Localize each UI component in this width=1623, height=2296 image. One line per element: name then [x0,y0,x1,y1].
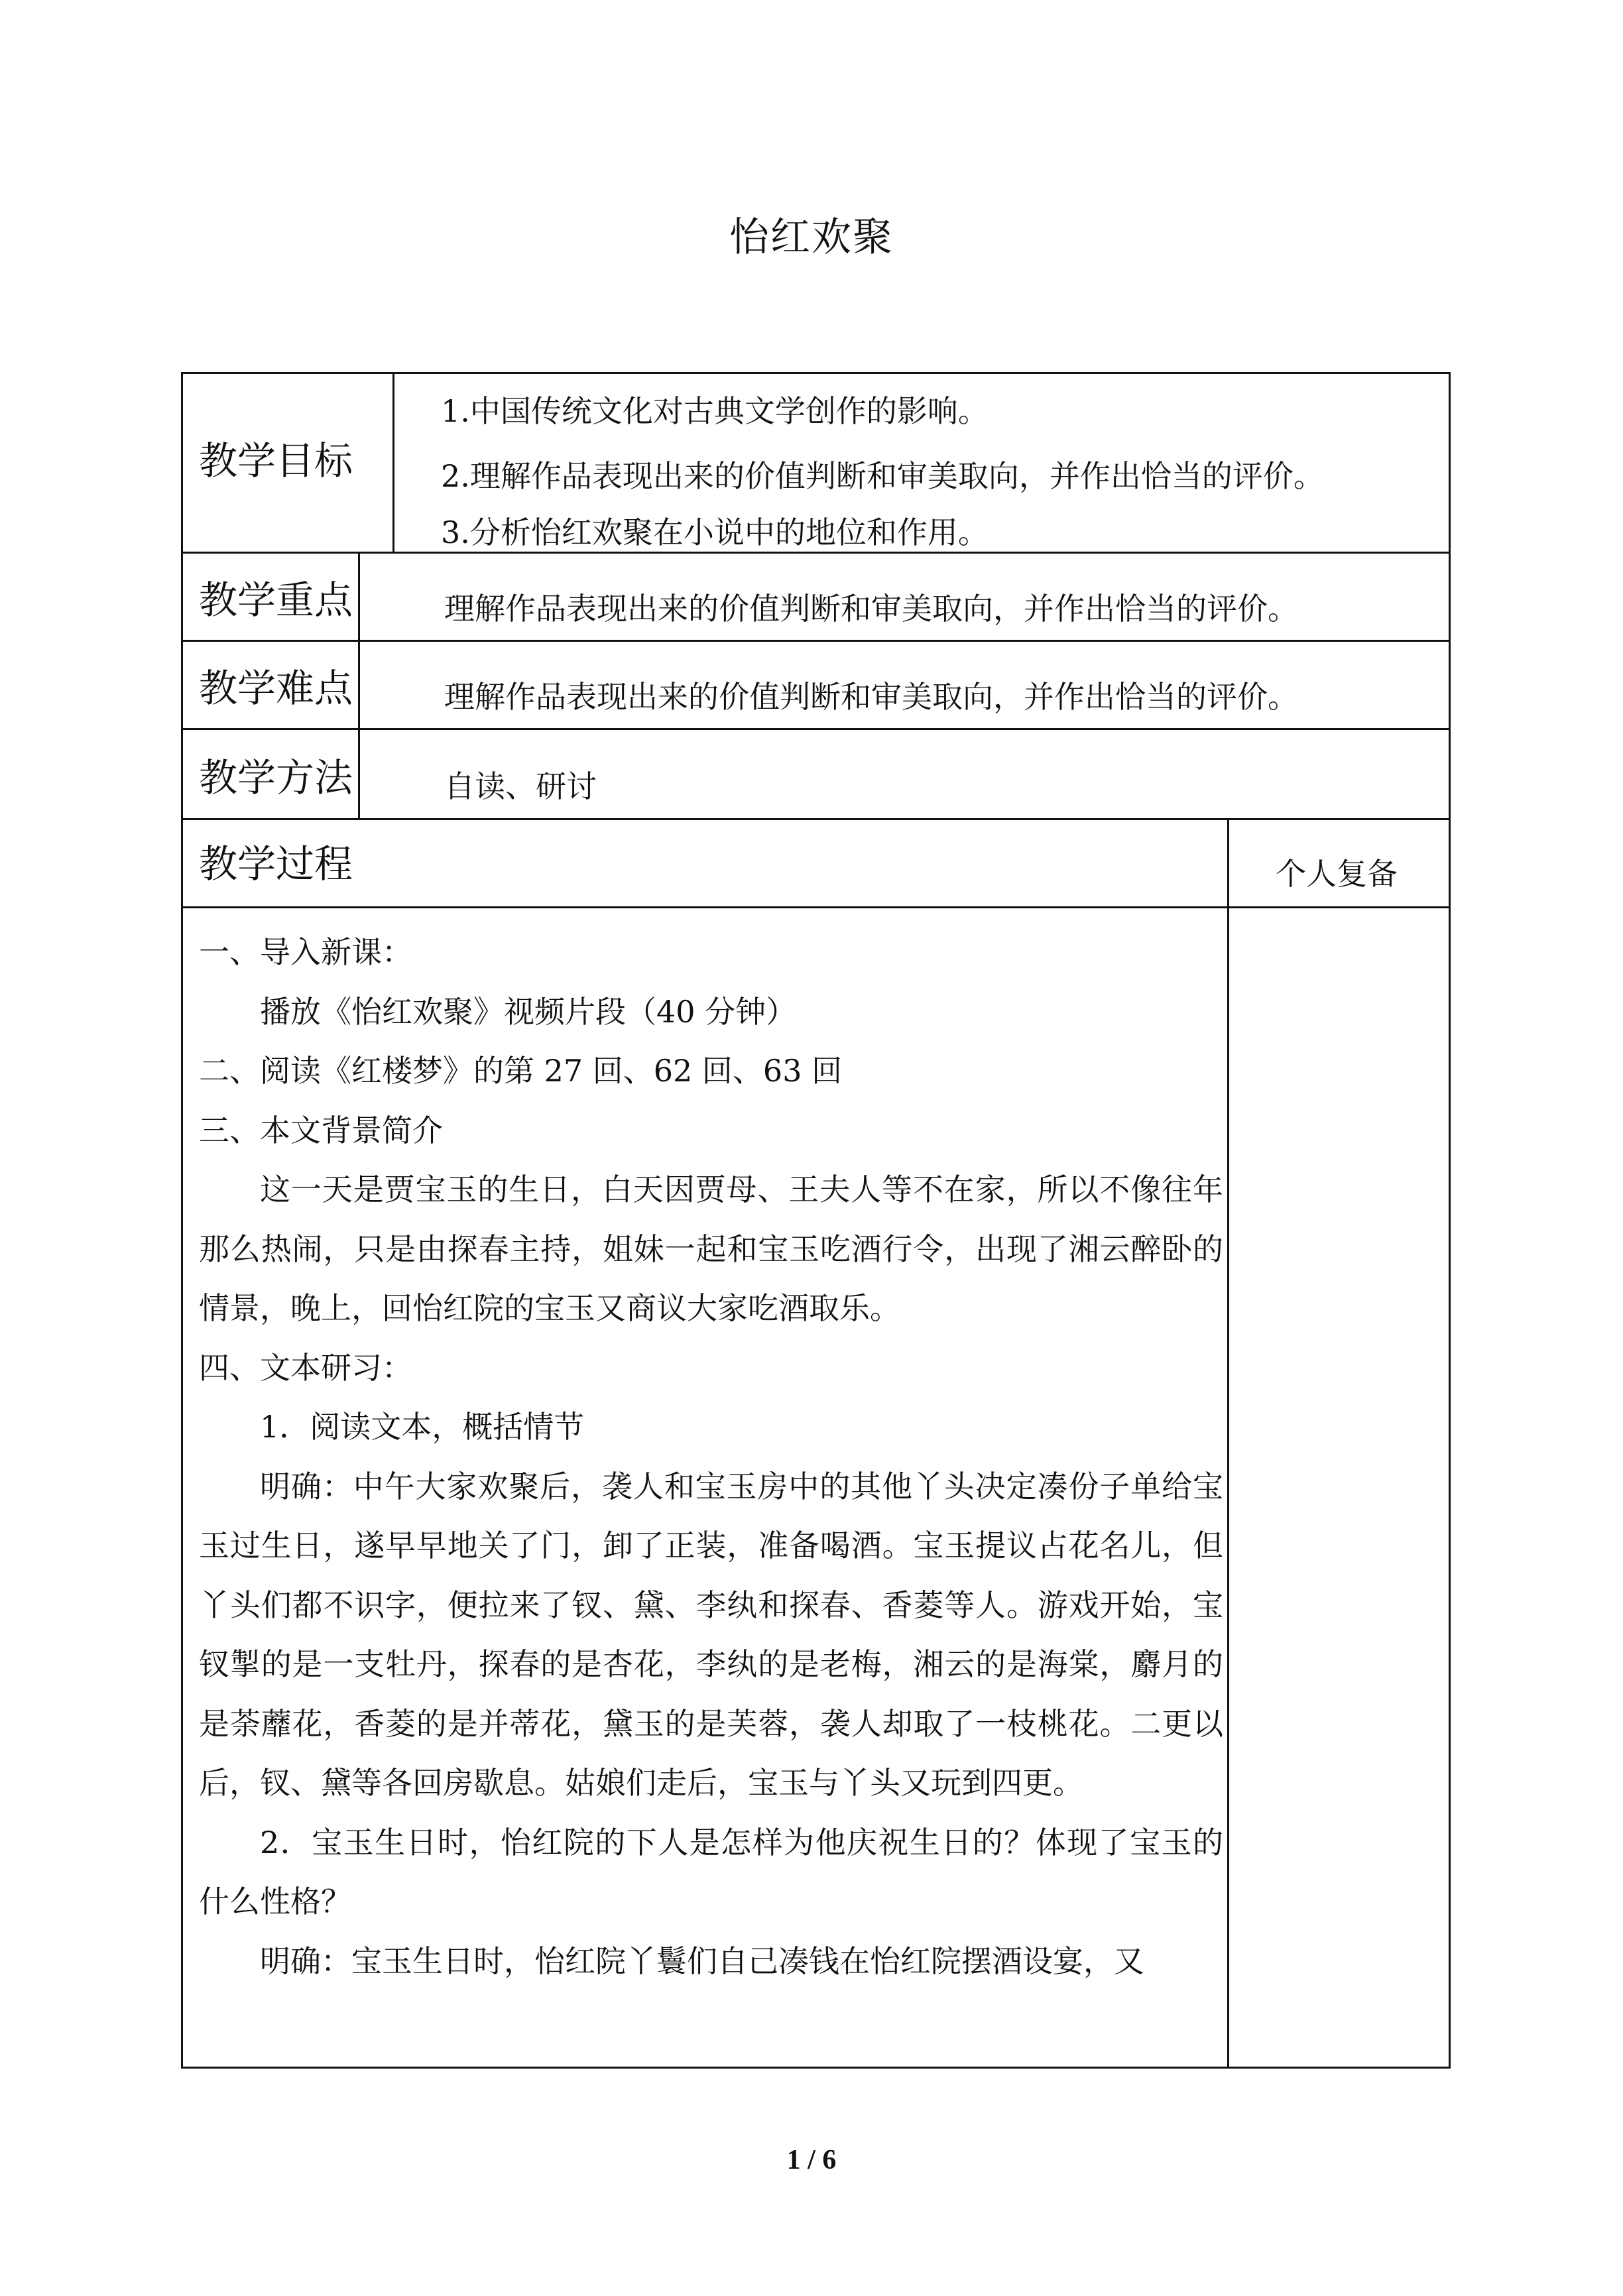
section-paragraph: 这一天是贾宝玉的生日，白天因贾母、王夫人等不在家，所以不像往年那么热闹，只是由探春主持，姐妹一起和宝玉吃酒行令，出现了湘云醉卧的情景，晚上，回怡红院的宝玉又商议大家吃酒取乐。 [199,1172,1223,1326]
row-divider [181,640,1451,642]
column-divider [358,552,360,820]
question: 1．阅读文本，概括情节 [260,1409,585,1445]
question: 2．宝玉生日时，怡红院的下人是怎样为他庆祝生日的？体现了宝玉的什么性格？ [199,1824,1223,1919]
row-divider [181,818,1451,820]
section-heading: 二、阅读《红楼梦》的第 27 回、62 回、63 回 [199,1053,843,1089]
goal-item: 1.中国传统文化对古典文学创作的影响。 [441,393,989,429]
personal-notes-label: 个人复备 [1276,856,1398,892]
section-heading: 四、文本研习： [199,1349,412,1386]
process-label: 教学过程 [199,841,353,886]
difficulties-label: 教学难点 [199,666,353,711]
answer-paragraph: 明确：宝玉生日时，怡红院丫鬟们自己凑钱在怡红院摆酒设宴，又 [260,1943,1144,1979]
difficulties-text: 理解作品表现出来的价值判断和审美取向，并作出恰当的评价。 [444,679,1298,715]
section-text: 播放《怡红欢聚》视频片段（40 分钟） [260,993,797,1030]
answer-paragraph: 明确：中午大家欢聚后，袭人和宝玉房中的其他丫头决定凑份子单给宝玉过生日，遂早早地关了门，卸了正装，准备喝酒。宝玉提议占花名儿，但丫头们都不识字，便拉来了钗、黛、李纨和探春、香菱等人。游戏开始，宝钗掣的是一支牡丹，探春的是杏花，李纨的是老梅，湘云的是海棠，麝月的是荼蘼花，香菱的是并蒂花，黛玉的是芙蓉，袭人却取了一枝桃花。二更以后，钗、黛等各回房歇息。姑娘们走后，宝玉与丫头又玩到四更。 [199,1468,1223,1801]
method-text: 自读、研讨 [444,768,597,804]
row-divider [181,906,1451,908]
key-points-text: 理解作品表现出来的价值判断和审美取向，并作出恰当的评价。 [444,591,1298,627]
page-title: 怡红欢聚 [729,214,894,261]
goal-item: 3.分析怡红欢聚在小说中的地位和作用。 [441,514,989,550]
goal-item: 2.理解作品表现出来的价值判断和审美取向，并作出恰当的评价。 [441,458,1324,494]
goals-label: 教学目标 [199,438,353,483]
page-number: 1 / 6 [786,2145,837,2175]
process-content [199,923,1223,1991]
section-heading: 三、本文背景简介 [199,1112,443,1148]
row-divider [181,728,1451,730]
column-divider [392,372,394,554]
key-points-label: 教学重点 [199,577,353,623]
section-heading: 一、导入新课： [199,934,412,970]
method-label: 教学方法 [199,755,353,800]
column-divider [1227,818,1229,2069]
